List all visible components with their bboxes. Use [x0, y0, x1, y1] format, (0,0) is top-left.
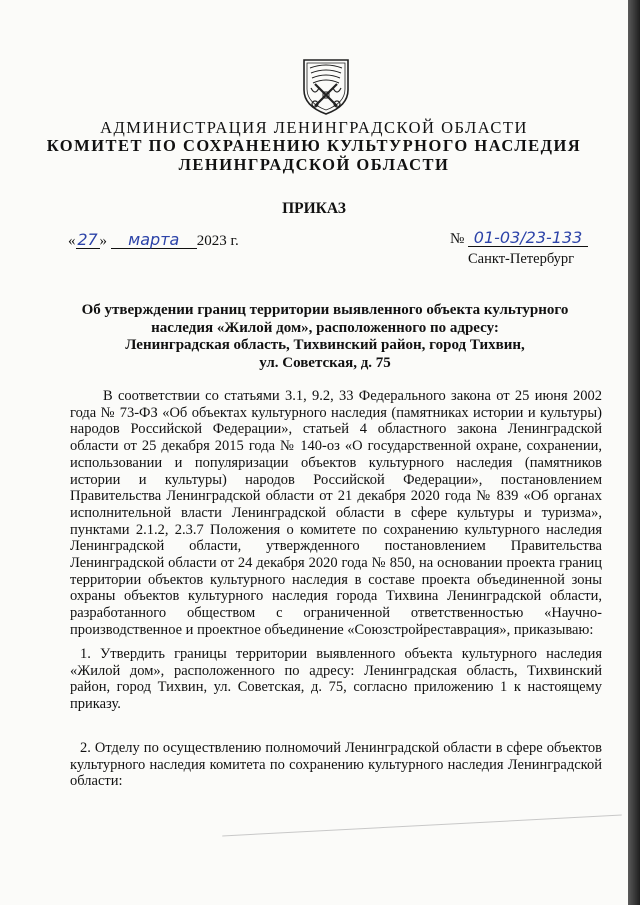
- subject-line: Об утверждении границ территории выявленного объекта культурного: [81, 302, 569, 318]
- subject-line: наследия «Жилой дом», расположенного по адресу:: [151, 319, 499, 336]
- order-title: ПРИКАЗ: [282, 200, 346, 217]
- order-day: 27: [77, 230, 98, 249]
- number-sign: №: [450, 231, 465, 247]
- order-number-row: [450, 230, 588, 248]
- order-date: [68, 232, 239, 250]
- subject-line: Ленинградская область, Тихвинский район, город Тихвин,: [125, 337, 525, 353]
- preamble-paragraph: В соответствии со статьями 3.1, 9.2, 33 Федерального закона от 25 июня 2002 года № 73-ФЗ «Об объектах культурного наследия (памятниках истории и культуры) народов Российской Федерации», статьей 4 областного закона Ленинградской области от 25 декабря 2015 года № 140-оз «О государственной охране, сохранении, использовании и популяризации объектов культурного наследия (памятников истории и культуры) народов Российской Федерации», постановлением Правительства Ленинградской области от 21 декабря 2020 года № 839 «Об органах исполнительной власти Ленинградской области в сфере культуры и туризма», пунктами 2.1.2, 2.3.7 Положения о комитете по сохранению культурного наследия Ленинградской области, утвержденного постановлением Правительства Ленинградской области от 24 декабря 2020 года № 850, на основании проекта границ территории объектов культурного наследия в составе проекта объединенной зоны охраны объектов культурного наследия города Тихвина Ленинградской области, разработанного обществом с ограниченной ответственностью «Научно-производственное и проектное объединение «Союзстройреставрация», приказываю:: [70, 388, 602, 638]
- administration-title: АДМИНИСТРАЦИЯ ЛЕНИНГРАДСКОЙ ОБЛАСТИ: [100, 118, 528, 137]
- scanner-edge: [628, 0, 640, 905]
- committee-title: КОМИТЕТ ПО СОХРАНЕНИЮ КУЛЬТУРНОГО НАСЛЕДИЯ: [46, 136, 582, 155]
- order-city: Санкт-Петербург: [468, 251, 575, 267]
- order-number: 01-03/23-133: [468, 230, 588, 247]
- scan-artifact-line: [222, 815, 622, 837]
- order-month: марта: [111, 232, 197, 249]
- subject-line: ул. Советская, д. 75: [259, 354, 391, 371]
- quote-close: »: [99, 233, 107, 249]
- region-title: ЛЕНИНГРАДСКОЙ ОБЛАСТИ: [178, 155, 450, 174]
- item-1-paragraph: 1. Утвердить границы территории выявленного объекта культурного наследия «Жилой дом», расположенного по адресу: Ленинградская область, Тихвинский район, город Тихвин, ул. Советская, д. 75, согласно приложению 1 к настоящему приказу.: [70, 646, 602, 713]
- quote-open: «: [68, 233, 76, 249]
- order-year: 2023 г.: [196, 233, 239, 249]
- order-subject: [60, 302, 590, 372]
- coat-of-arms-emblem-icon: [301, 56, 351, 116]
- item-2-paragraph: 2. Отделу по осуществлению полномочий Ленинградской области в сфере объектов культурного наследия комитета по сохранению культурного наследия Ленинградской области:: [70, 740, 602, 790]
